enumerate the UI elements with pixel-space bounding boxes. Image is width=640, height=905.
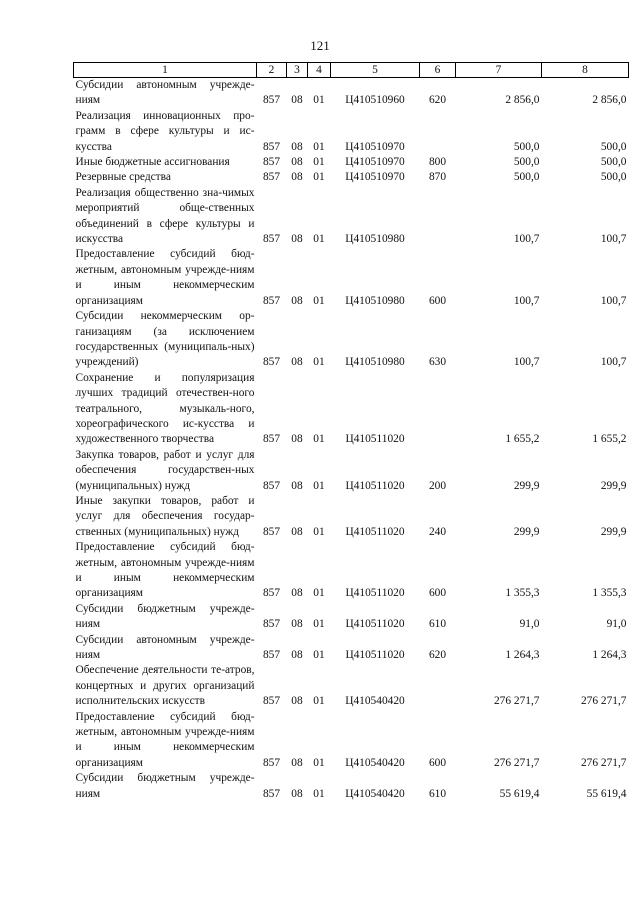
table-row xyxy=(74,540,629,602)
cell-c5: Ц410511020 xyxy=(345,587,405,600)
cell-c5: Ц410510970 xyxy=(345,171,405,184)
column-header: 1 xyxy=(74,63,257,78)
cell-c5: Ц410511020 xyxy=(345,525,405,538)
row-description: Реализация инновационных про-грамм в сфере культуры и ис-кусства xyxy=(75,109,255,153)
cell-c7: 100,7 xyxy=(513,233,540,246)
column-header: 6 xyxy=(420,63,456,78)
cell-c5: Ц410510960 xyxy=(345,94,405,107)
table-row xyxy=(74,309,629,371)
cell-c7: 500,0 xyxy=(513,171,540,184)
cell-c5: Ц410510980 xyxy=(345,233,405,246)
cell-c2: 857 xyxy=(262,618,281,631)
cell-c4: 01 xyxy=(313,140,325,153)
row-description: Предоставление субсидий бюд-жетным, автономным учрежде-ниям и иным некоммерческим организациям xyxy=(75,541,255,600)
cell-c3: 08 xyxy=(291,618,303,631)
cell-c3: 08 xyxy=(291,171,303,184)
column-header: 4 xyxy=(308,63,331,78)
cell-c6: 600 xyxy=(428,294,447,307)
row-description: Сохранение и популяризация лучших традиций отечествен-ного театрального, музыкаль-ного, хореографического ис-кусства и художественного творчества xyxy=(75,371,255,446)
cell-c8: 299,9 xyxy=(600,525,627,538)
cell-c3: 08 xyxy=(291,156,303,169)
cell-c6: 600 xyxy=(428,587,447,600)
cell-c2: 857 xyxy=(262,587,281,600)
cell-c7: 500,0 xyxy=(513,156,540,169)
budget-table xyxy=(73,62,629,802)
cell-c7: 276 271,7 xyxy=(493,756,540,769)
table-row xyxy=(74,494,629,540)
cell-c2: 857 xyxy=(262,140,281,153)
table-row xyxy=(74,448,629,494)
cell-c5: Ц410510970 xyxy=(345,140,405,153)
cell-c7: 100,7 xyxy=(513,294,540,307)
cell-c6: 620 xyxy=(428,649,447,662)
cell-c5: Ц410540420 xyxy=(345,695,405,708)
cell-c8: 500,0 xyxy=(600,171,627,184)
cell-c4: 01 xyxy=(313,618,325,631)
cell-c7: 276 271,7 xyxy=(493,695,540,708)
cell-c8: 100,7 xyxy=(600,356,627,369)
cell-c6: 200 xyxy=(428,479,447,492)
cell-c6: 600 xyxy=(428,756,447,769)
page-number: 121 xyxy=(310,38,330,53)
row-description: Предоставление субсидий бюд-жетным, автономным учрежде-ниям и иным некоммерческим организациям xyxy=(75,710,255,769)
cell-c6: 240 xyxy=(428,525,447,538)
cell-c2: 857 xyxy=(262,94,281,107)
cell-c5: Ц410510980 xyxy=(345,356,405,369)
cell-c2: 857 xyxy=(262,649,281,662)
cell-c8: 276 271,7 xyxy=(580,756,627,769)
cell-c2: 857 xyxy=(262,787,281,800)
cell-c3: 08 xyxy=(291,756,303,769)
cell-c8: 91,0 xyxy=(606,618,627,631)
cell-c7: 91,0 xyxy=(519,618,540,631)
cell-c8: 1 264,3 xyxy=(592,649,627,662)
row-description: Предоставление субсидий бюд-жетным, автономным учрежде-ниям и иным некоммерческим организациям xyxy=(75,248,255,307)
cell-c6: 870 xyxy=(428,171,447,184)
cell-c3: 08 xyxy=(291,294,303,307)
cell-c3: 08 xyxy=(291,356,303,369)
row-description: Закупка товаров, работ и услуг для обеспечения государствен-ных (муниципальных) нужд xyxy=(75,448,255,492)
cell-c4: 01 xyxy=(313,356,325,369)
cell-c3: 08 xyxy=(291,94,303,107)
cell-c7: 500,0 xyxy=(513,140,540,153)
cell-c3: 08 xyxy=(291,649,303,662)
column-header: 2 xyxy=(257,63,287,78)
cell-c5: Ц410511020 xyxy=(345,649,405,662)
cell-c4: 01 xyxy=(313,156,325,169)
cell-c4: 01 xyxy=(313,479,325,492)
cell-c7: 1 264,3 xyxy=(505,649,540,662)
row-description: Обеспечение деятельности те-атров, концертных и других организаций исполнительских искусств xyxy=(75,664,255,708)
table-row xyxy=(74,78,629,109)
cell-c5: Ц410510970 xyxy=(345,156,405,169)
cell-c4: 01 xyxy=(313,94,325,107)
cell-c6: 610 xyxy=(428,787,447,800)
cell-c8: 299,9 xyxy=(600,479,627,492)
cell-c6 xyxy=(420,109,456,155)
cell-c7: 1 355,3 xyxy=(505,587,540,600)
row-description: Реализация общественно зна-чимых мероприятий обще-ственных объединений в сфере культуры и искусства xyxy=(75,186,255,246)
table-row xyxy=(74,109,629,155)
table-row xyxy=(74,710,629,772)
cell-c8: 100,7 xyxy=(600,233,627,246)
cell-c6: 620 xyxy=(428,94,447,107)
cell-c5: Ц410540420 xyxy=(345,787,405,800)
cell-c6: 630 xyxy=(428,356,447,369)
cell-c2: 857 xyxy=(262,171,281,184)
cell-c4: 01 xyxy=(313,756,325,769)
table-row xyxy=(74,371,629,448)
cell-c2: 857 xyxy=(262,294,281,307)
row-description: Субсидии бюджетным учрежде-ниям xyxy=(75,772,255,800)
row-description: Субсидии автономным учрежде-ниям xyxy=(75,633,255,662)
cell-c5: Ц410511020 xyxy=(345,433,405,446)
table-row xyxy=(74,771,629,802)
column-header: 7 xyxy=(456,63,542,78)
row-description: Субсидии автономным учрежде-ниям xyxy=(75,79,255,107)
cell-c2: 857 xyxy=(262,479,281,492)
table-row xyxy=(74,155,629,170)
table-row xyxy=(74,247,629,309)
row-description: Иные закупки товаров, работ и услуг для обеспечения государ-ственных (муниципальных) нужд xyxy=(75,494,255,538)
cell-c5: Ц410510980 xyxy=(345,294,405,307)
cell-c5: Ц410511020 xyxy=(345,479,405,492)
row-description: Резервные средства xyxy=(75,171,171,184)
cell-c8: 500,0 xyxy=(600,156,627,169)
column-header: 5 xyxy=(331,63,420,78)
cell-c4: 01 xyxy=(313,233,325,246)
header-row xyxy=(74,63,629,78)
cell-c2: 857 xyxy=(262,433,281,446)
cell-c7: 1 655,2 xyxy=(505,433,540,446)
cell-c6: 800 xyxy=(428,156,447,169)
cell-c3: 08 xyxy=(291,525,303,538)
table-row xyxy=(74,186,629,248)
cell-c8: 2 856,0 xyxy=(592,94,627,107)
cell-c8: 500,0 xyxy=(600,140,627,153)
cell-c8: 1 355,3 xyxy=(592,587,627,600)
cell-c4: 01 xyxy=(313,433,325,446)
cell-c6 xyxy=(420,186,456,248)
cell-c3: 08 xyxy=(291,587,303,600)
cell-c8: 1 655,2 xyxy=(592,433,627,446)
cell-c4: 01 xyxy=(313,294,325,307)
cell-c8: 55 619,4 xyxy=(586,787,627,800)
table-row xyxy=(74,170,629,185)
cell-c2: 857 xyxy=(262,756,281,769)
table-row xyxy=(74,633,629,664)
column-header: 3 xyxy=(287,63,308,78)
cell-c3: 08 xyxy=(291,695,303,708)
cell-c7: 55 619,4 xyxy=(499,787,540,800)
cell-c5: Ц410511020 xyxy=(345,618,405,631)
cell-c3: 08 xyxy=(291,433,303,446)
cell-c4: 01 xyxy=(313,587,325,600)
cell-c7: 100,7 xyxy=(513,356,540,369)
cell-c2: 857 xyxy=(262,525,281,538)
cell-c3: 08 xyxy=(291,479,303,492)
column-header: 8 xyxy=(542,63,629,78)
cell-c7: 299,9 xyxy=(513,479,540,492)
cell-c4: 01 xyxy=(313,171,325,184)
row-description: Иные бюджетные ассигнования xyxy=(75,156,230,169)
cell-c3: 08 xyxy=(291,787,303,800)
row-description: Субсидии бюджетным учрежде-ниям xyxy=(75,602,255,631)
cell-c3: 08 xyxy=(291,140,303,153)
cell-c4: 01 xyxy=(313,695,325,708)
cell-c4: 01 xyxy=(313,787,325,800)
cell-c2: 857 xyxy=(262,233,281,246)
table-row xyxy=(74,602,629,633)
cell-c2: 857 xyxy=(262,356,281,369)
cell-c7: 299,9 xyxy=(513,525,540,538)
cell-c8: 100,7 xyxy=(600,294,627,307)
cell-c2: 857 xyxy=(262,695,281,708)
cell-c6 xyxy=(420,371,456,448)
cell-c8: 276 271,7 xyxy=(580,695,627,708)
cell-c5: Ц410540420 xyxy=(345,756,405,769)
cell-c4: 01 xyxy=(313,525,325,538)
cell-c2: 857 xyxy=(262,156,281,169)
table-row xyxy=(74,663,629,709)
row-description: Субсидии некоммерческим ор-ганизациям (за исключением государственных (муниципаль-ных) учреждений) xyxy=(75,310,255,369)
cell-c7: 2 856,0 xyxy=(505,94,540,107)
cell-c6 xyxy=(420,663,456,709)
cell-c3: 08 xyxy=(291,233,303,246)
cell-c4: 01 xyxy=(313,649,325,662)
cell-c6: 610 xyxy=(428,618,447,631)
